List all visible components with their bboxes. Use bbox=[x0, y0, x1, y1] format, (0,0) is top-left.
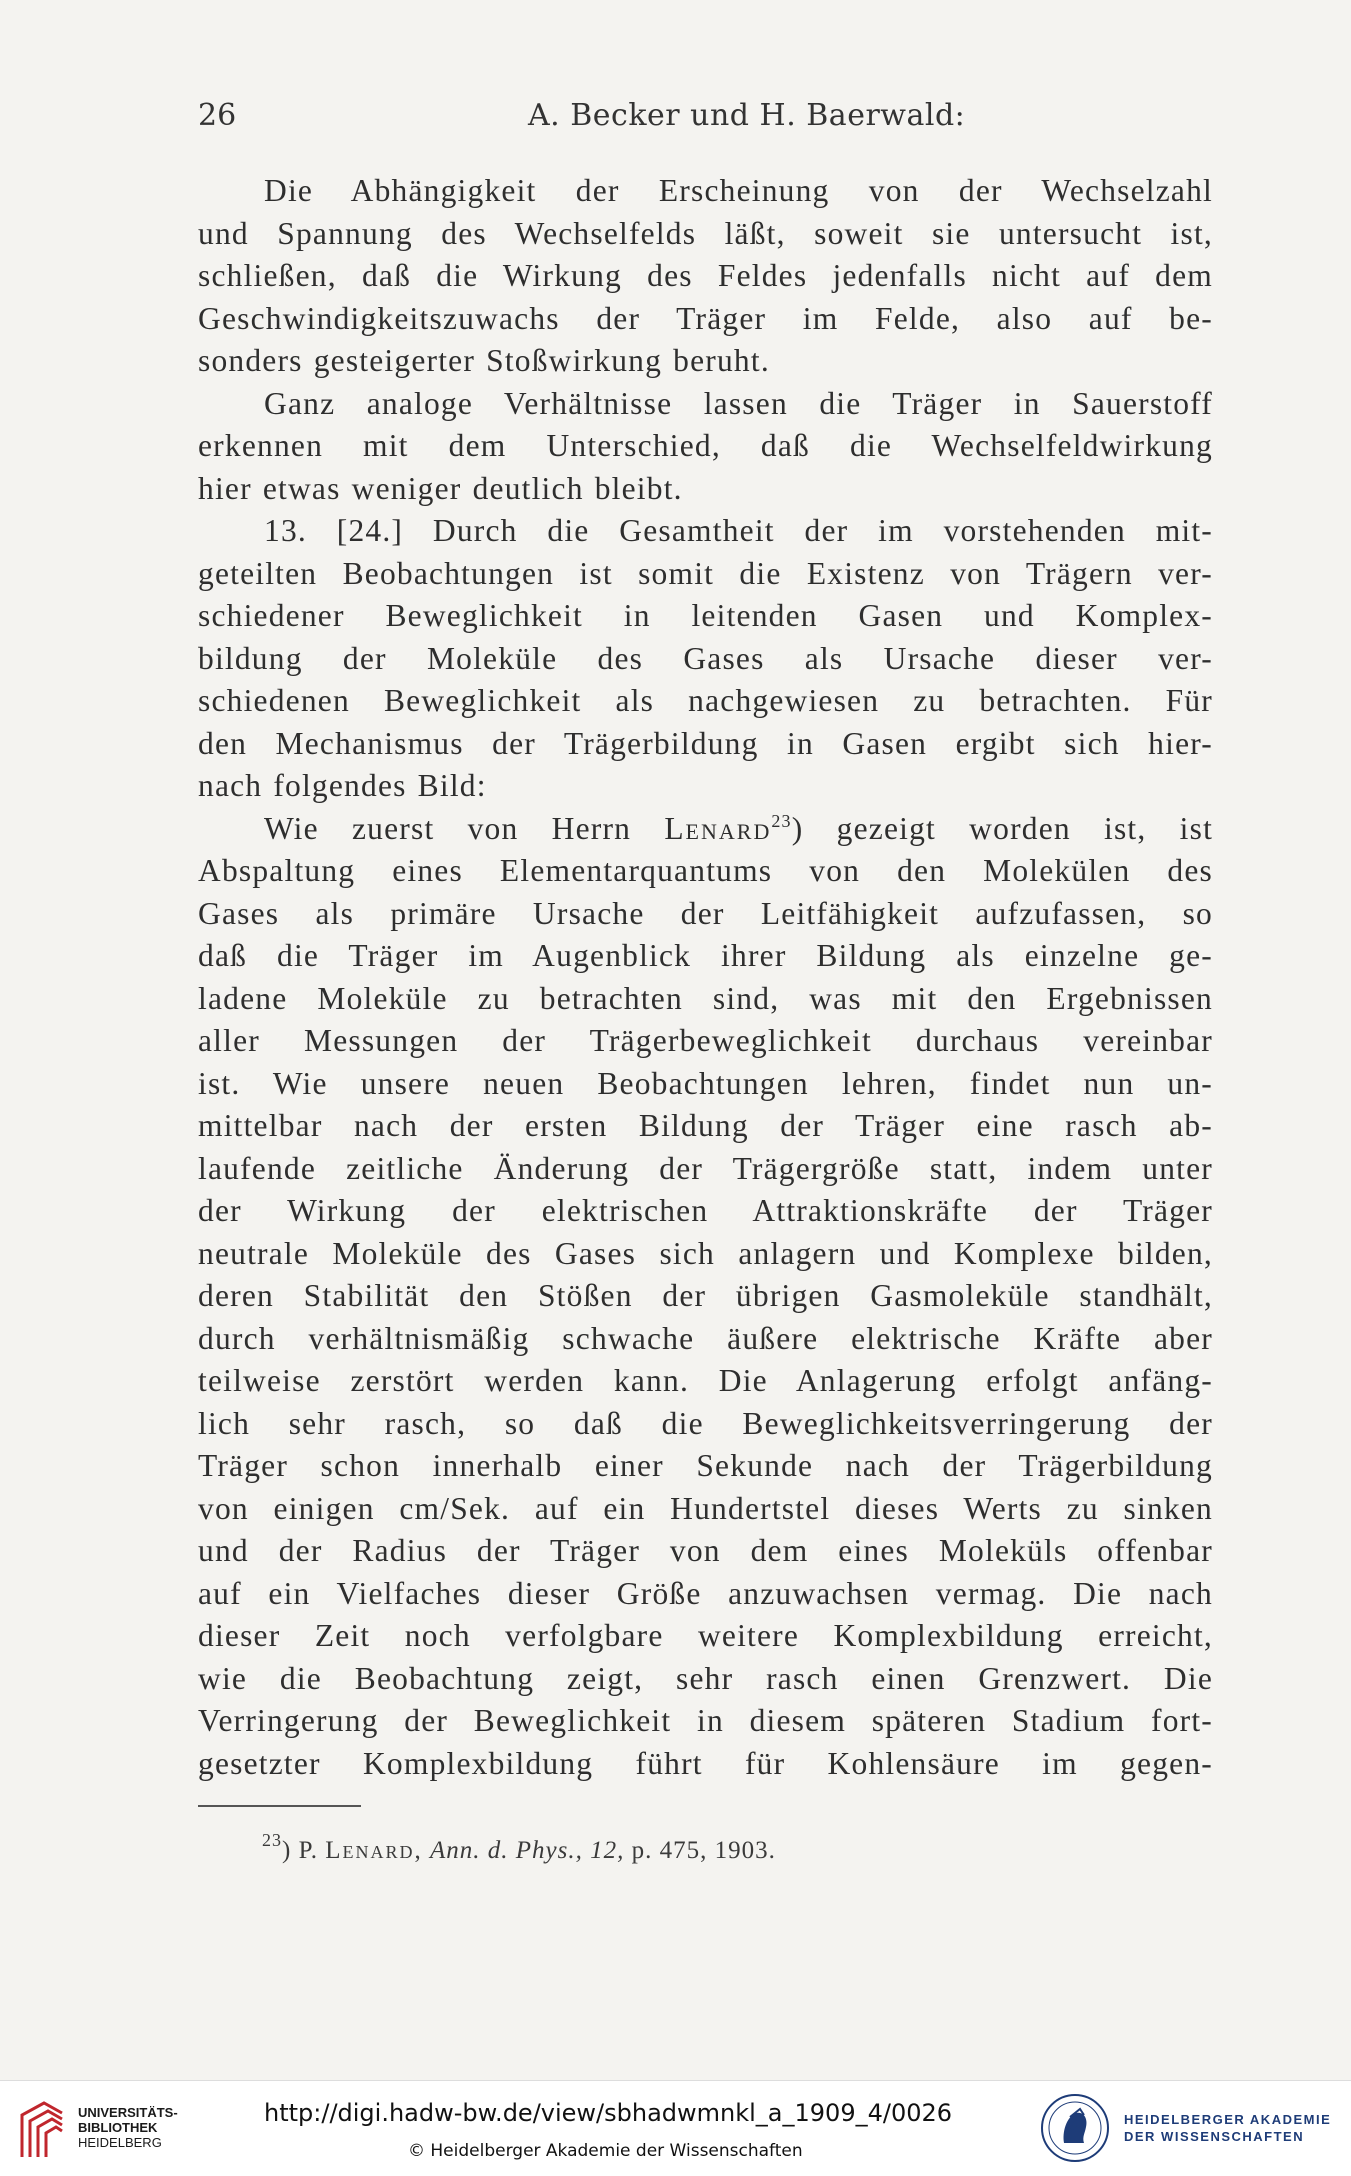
body-line: sonders gesteigerter Stoßwirkung beruht. bbox=[198, 343, 770, 378]
academy-line-1: HEIDELBERGER AKADEMIE bbox=[1124, 2112, 1332, 2127]
university-library-logo-icon bbox=[14, 2099, 70, 2159]
library-line-1: UNIVERSITÄTS- bbox=[78, 2105, 178, 2120]
body-line: deren Stabilität den Stößen der übrigen Gasmoleküle standhält, bbox=[198, 1278, 1213, 1313]
body-line: der Wirkung der elektrischen Attraktionskräfte der Träger bbox=[198, 1193, 1213, 1228]
body-line: ladene Moleküle zu betrachten sind, was mit den Ergebnissen bbox=[198, 980, 1213, 1016]
footnote bbox=[262, 1830, 776, 1865]
body-line: erkennen mit dem Unterschied, daß die Wechselfeldwirkung bbox=[198, 428, 1213, 463]
lenard-line-after: ) gezeigt worden ist, ist bbox=[791, 810, 1214, 846]
body-line: gesetzter Komplexbildung führt für Kohlensäure im gegen- bbox=[198, 1745, 1213, 1781]
body-line: Ganz analoge Verhältnisse lassen die Träger in Sauerstoff bbox=[264, 385, 1213, 421]
body-line: bildung der Moleküle des Gases als Ursache dieser ver- bbox=[198, 640, 1213, 676]
body-line: Abspaltung eines Elementarquantums von den Molekülen des bbox=[198, 853, 1213, 888]
body-line: Gases als primäre Ursache der Leitfähigkeit aufzufassen, so bbox=[198, 895, 1213, 931]
body-line: auf ein Vielfaches dieser Größe anzuwachsen vermag. Die nach bbox=[198, 1575, 1213, 1611]
academy-seal-icon bbox=[1040, 2093, 1110, 2163]
body-text bbox=[198, 170, 1213, 1785]
library-line-3: HEIDELBERG bbox=[78, 2135, 162, 2150]
author-name-lenard: Lenard bbox=[664, 810, 772, 846]
body-line: geteilten Beobachtungen ist somit die Existenz von Trägern ver- bbox=[198, 555, 1213, 591]
footnote-rule bbox=[198, 1805, 361, 1807]
body-line bbox=[198, 808, 1213, 851]
body-line: teilweise zerstört werden kann. Die Anlagerung erfolgt anfäng- bbox=[198, 1363, 1213, 1398]
footnote-marker: 23 bbox=[262, 1830, 282, 1850]
body-line: Träger schon innerhalb einer Sekunde nach der Trägerbildung bbox=[198, 1448, 1213, 1483]
body-line: dieser Zeit noch verfolgbare weitere Komplexbildung erreicht, bbox=[198, 1618, 1213, 1653]
body-line: und Spannung des Wechselfelds läßt, soweit sie untersucht ist, bbox=[198, 215, 1213, 251]
body-line: schließen, daß die Wirkung des Feldes jedenfalls nicht auf dem bbox=[198, 258, 1213, 293]
footnote-journal: Ann. d. Phys., bbox=[430, 1837, 583, 1864]
body-line: Die Abhängigkeit der Erscheinung von der Wechselzahl bbox=[264, 173, 1213, 208]
body-line: aller Messungen der Trägerbeweglichkeit durchaus vereinbar bbox=[198, 1023, 1213, 1058]
body-line: den Mechanismus der Trägerbildung in Gasen ergibt sich hier- bbox=[198, 725, 1213, 761]
copyright-notice: © Heidelberger Akademie der Wissenschaften bbox=[408, 2141, 803, 2161]
running-title: A. Becker und H. Baerwald: bbox=[528, 98, 966, 133]
body-line: mittelbar nach der ersten Bildung der Träger eine rasch ab- bbox=[198, 1108, 1213, 1143]
body-line: wie die Beobachtung zeigt, sehr rasch einen Grenzwert. Die bbox=[198, 1660, 1213, 1696]
footnote-volume: 12, bbox=[590, 1837, 625, 1864]
footnote-author: Lenard, bbox=[325, 1837, 423, 1864]
body-line: lich sehr rasch, so daß die Beweglichkeitsverringerung der bbox=[198, 1405, 1213, 1441]
footer-bar bbox=[0, 2080, 1351, 2176]
library-line-2: BIBLIOTHEK bbox=[78, 2120, 158, 2135]
body-line: ist. Wie unsere neuen Beobachtungen lehren, findet nun un- bbox=[198, 1065, 1213, 1101]
body-line: schiedener Beweglichkeit in leitenden Gasen und Komplex- bbox=[198, 598, 1213, 633]
page-number: 26 bbox=[198, 98, 237, 133]
lenard-line-before: Wie zuerst von Herrn bbox=[264, 810, 632, 846]
body-line: und der Radius der Träger von dem eines Moleküls offenbar bbox=[198, 1533, 1213, 1568]
academy-line-2: DER WISSENSCHAFTEN bbox=[1124, 2129, 1305, 2144]
permalink-url[interactable]: http://digi.hadw-bw.de/view/sbhadwmnkl_a_1909_4/0026 bbox=[264, 2099, 953, 2127]
footnote-rest: p. 475, 1903. bbox=[631, 1837, 776, 1864]
body-line: 13. [24.] Durch die Gesamtheit der im vorstehenden mit- bbox=[264, 513, 1213, 548]
body-line: von einigen cm/Sek. auf ein Hundertstel dieses Werts zu sinken bbox=[198, 1490, 1213, 1526]
body-line: Geschwindigkeitszuwachs der Träger im Felde, also auf be- bbox=[198, 300, 1213, 336]
body-line: neutrale Moleküle des Gases sich anlagern und Komplexe bilden, bbox=[198, 1235, 1213, 1271]
body-line: daß die Träger im Augenblick ihrer Bildung als einzelne ge- bbox=[198, 938, 1213, 973]
university-library-name bbox=[78, 2105, 178, 2150]
footnote-author-prefix: ) P. bbox=[282, 1837, 318, 1864]
body-line: Verringerung der Beweglichkeit in diesem späteren Stadium fort- bbox=[198, 1703, 1213, 1738]
body-line: hier etwas weniger deutlich bleibt. bbox=[198, 470, 683, 506]
academy-name bbox=[1124, 2111, 1331, 2145]
body-line: durch verhältnismäßig schwache äußere elektrische Kräfte aber bbox=[198, 1320, 1213, 1356]
body-line: schiedenen Beweglichkeit als nachgewiesen zu betrachten. Für bbox=[198, 683, 1213, 718]
footnote-reference: 23 bbox=[771, 810, 792, 831]
body-line: laufende zeitliche Änderung der Trägergröße statt, indem unter bbox=[198, 1150, 1213, 1186]
body-line: nach folgendes Bild: bbox=[198, 768, 487, 803]
